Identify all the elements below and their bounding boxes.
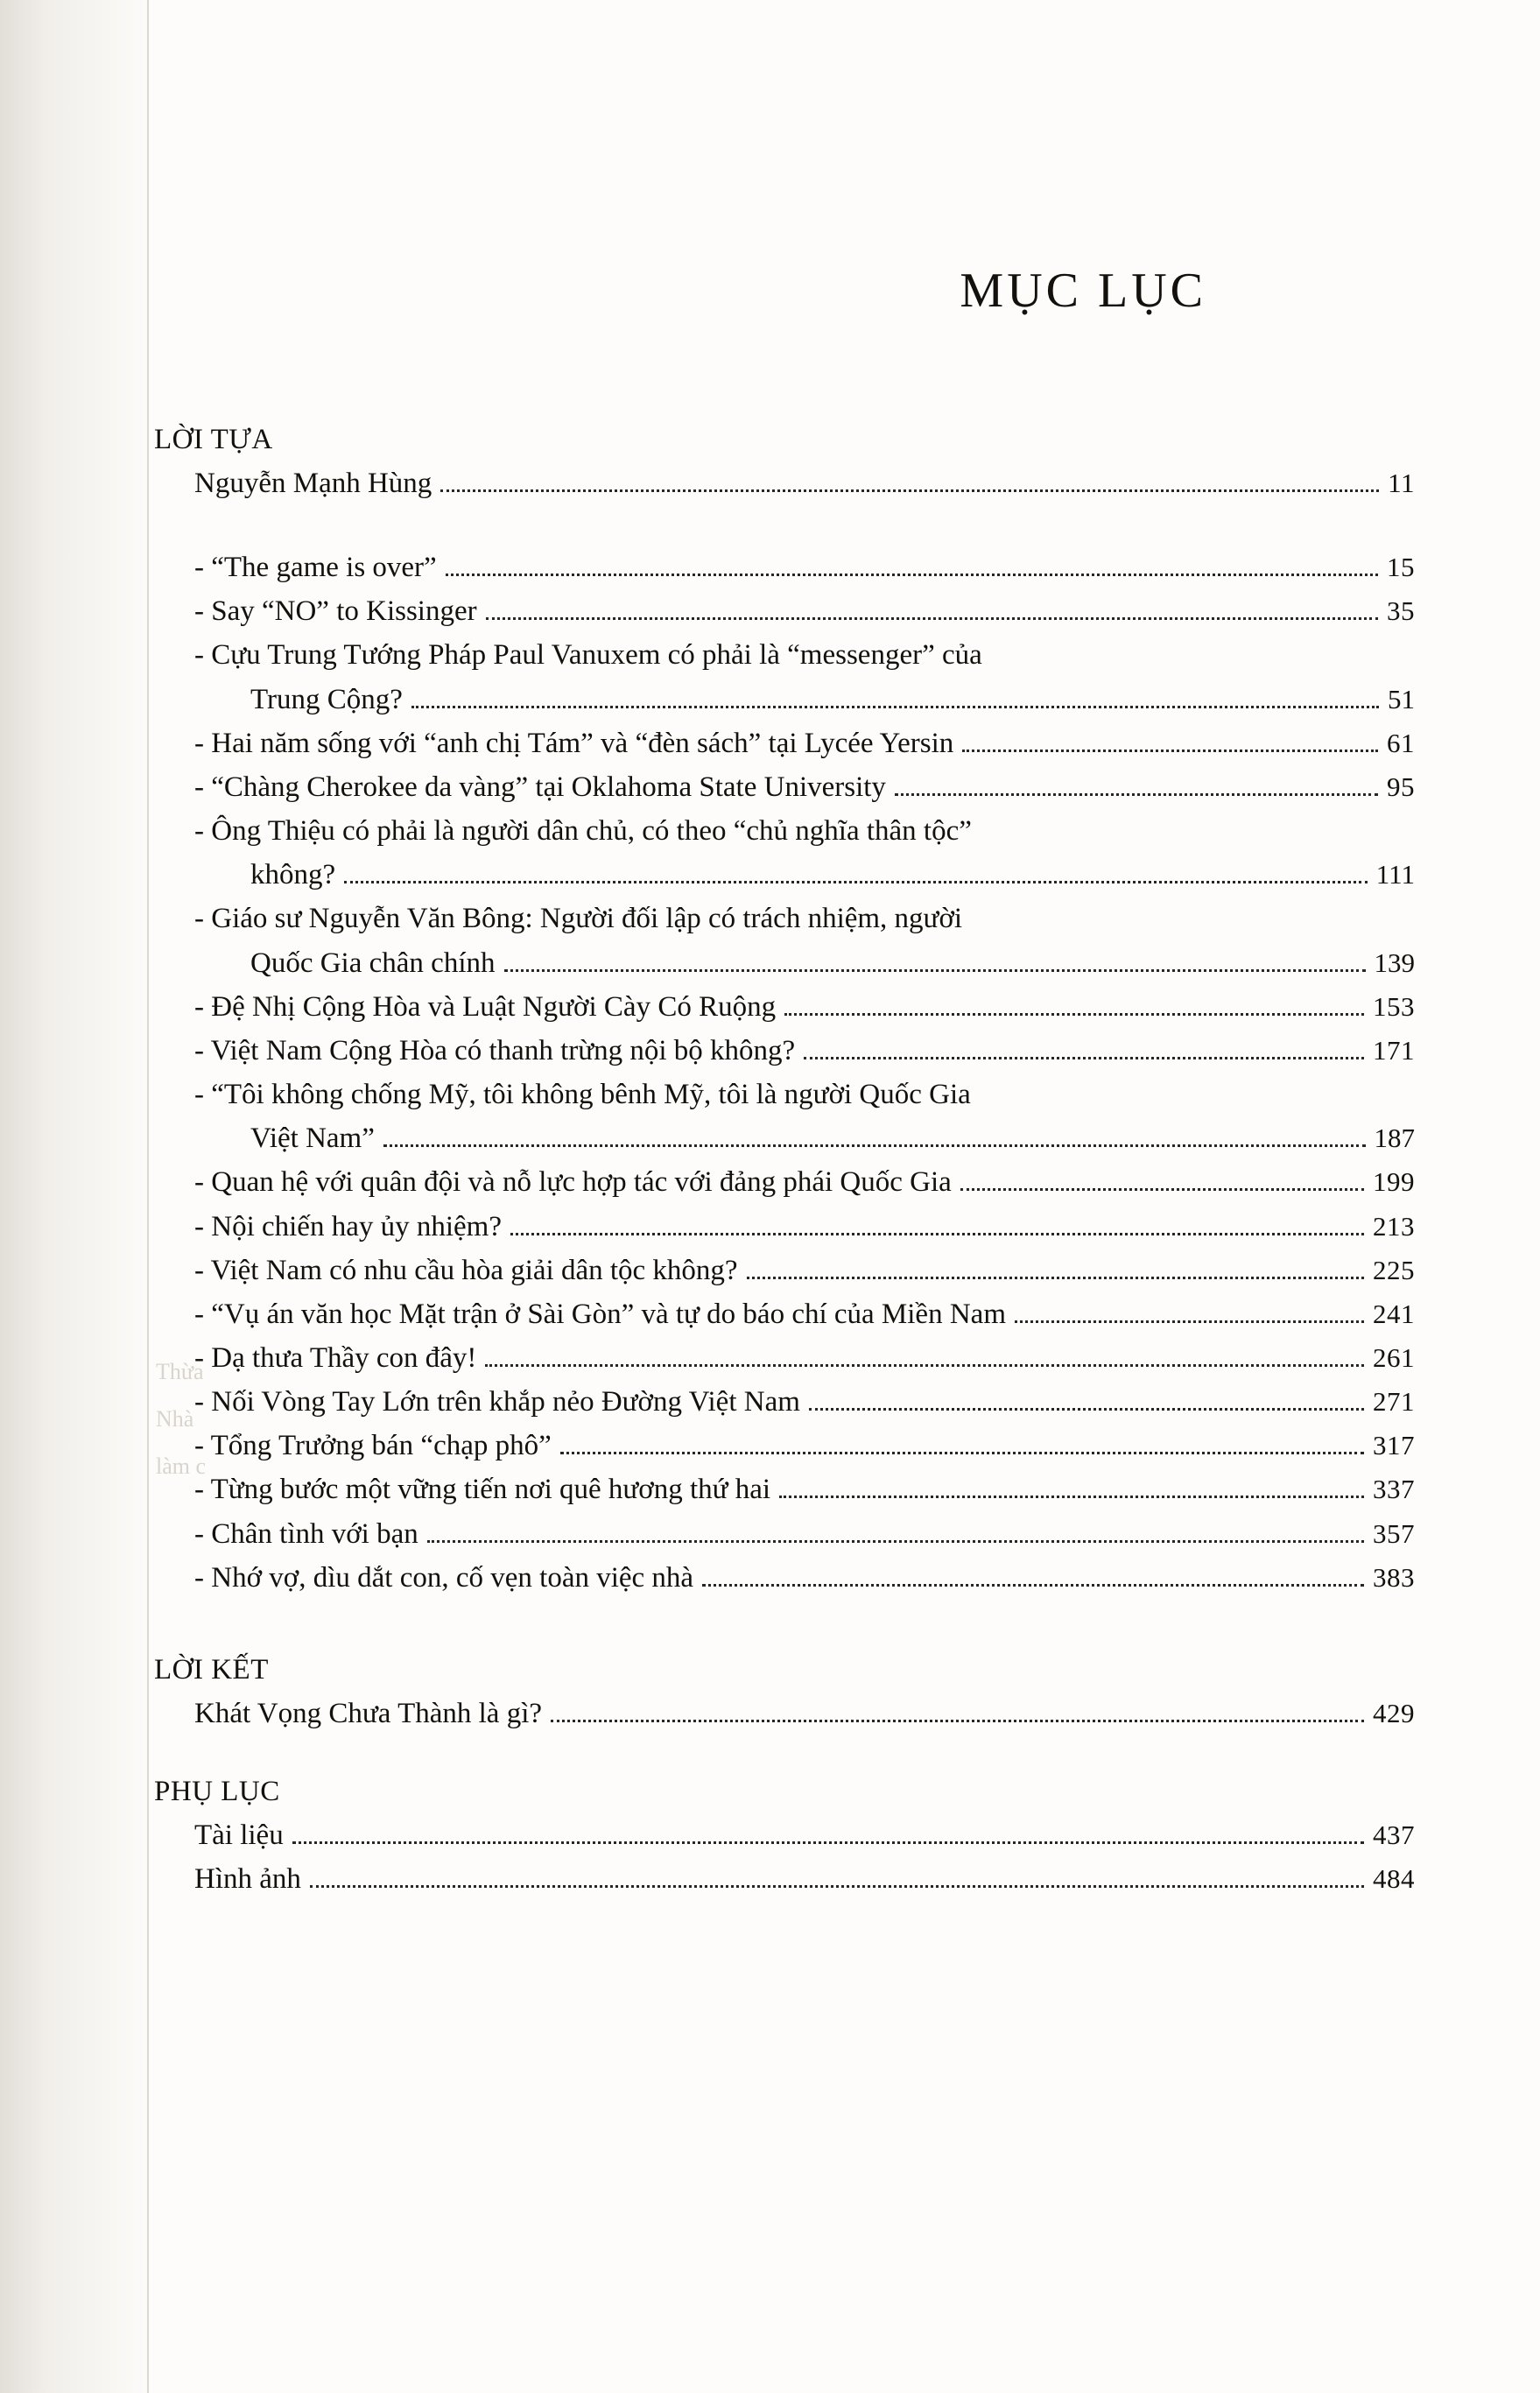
toc-entry[interactable] xyxy=(194,589,1415,633)
leader-dots xyxy=(486,616,1378,620)
toc-section-chapters xyxy=(154,545,1415,1600)
leader-dots xyxy=(485,1363,1364,1367)
toc-entry-label: - Nối Vòng Tay Lớn trên khắp nẻo Đường Việt Nam xyxy=(194,1386,800,1418)
toc-entry-label: - Quan hệ với quân đội và nỗ lực hợp tác với đảng phái Quốc Gia xyxy=(194,1166,952,1199)
leader-dots xyxy=(702,1583,1364,1587)
leader-dots xyxy=(560,1451,1364,1454)
leader-dots xyxy=(411,705,1379,708)
bleedthrough-line-2: Nhà xyxy=(156,1406,194,1432)
toc-entry[interactable] xyxy=(194,1512,1415,1556)
toc-entry-label: - “Tôi không chống Mỹ, tôi không bênh Mỹ, tôi là người Quốc Gia xyxy=(194,1079,971,1111)
toc-entry-label-cont: Việt Nam” xyxy=(250,1123,375,1155)
toc-entry[interactable] xyxy=(194,1556,1415,1600)
toc-entry-page: 11 xyxy=(1388,468,1415,498)
toc-section-loi-ket xyxy=(154,1654,1415,1735)
toc-entry[interactable] xyxy=(194,1029,1415,1073)
bleedthrough-line-3: làm c xyxy=(156,1453,207,1479)
toc-entry-page: 61 xyxy=(1387,727,1415,758)
toc-entry-label: Tài liệu xyxy=(194,1819,284,1852)
toc-entry-label: - Đệ Nhị Cộng Hòa và Luật Người Cày Có Ruộng xyxy=(194,990,777,1023)
toc-entry-page: 35 xyxy=(1387,595,1415,627)
toc-entry-label: - Tổng Trưởng bán “chạp phô” xyxy=(194,1430,552,1462)
toc-entry[interactable] xyxy=(194,545,1415,589)
toc-entry[interactable] xyxy=(194,1160,1415,1204)
section-heading: LỜI KẾT xyxy=(154,1653,269,1686)
toc-entry[interactable] xyxy=(194,1292,1415,1336)
leader-dots xyxy=(784,1012,1364,1016)
leader-dots xyxy=(960,1187,1364,1191)
toc-entry[interactable] xyxy=(194,1249,1415,1292)
toc-entry-page: 437 xyxy=(1373,1819,1415,1851)
toc-entry[interactable] xyxy=(194,633,1415,721)
section-heading: PHỤ LỤC xyxy=(154,1776,280,1808)
toc-entry[interactable] xyxy=(194,1205,1415,1249)
toc-entry[interactable] xyxy=(194,985,1415,1029)
toc-entry-label: - “The game is over” xyxy=(194,552,437,584)
toc-entry-page: 213 xyxy=(1373,1210,1415,1242)
table-of-contents xyxy=(154,263,1415,1901)
section-heading: LỜI TỰA xyxy=(154,424,273,455)
toc-entry-label: - Từng bước một vững tiến nơi quê hương thứ hai xyxy=(194,1474,771,1506)
toc-entry-page: 15 xyxy=(1387,552,1415,583)
toc-entry-page: 153 xyxy=(1373,990,1415,1022)
leader-dots xyxy=(383,1144,1366,1147)
toc-entry-label: - Hai năm sống với “anh chị Tám” và “đèn sách” tại Lycée Yersin xyxy=(194,727,954,759)
leader-dots xyxy=(1015,1320,1364,1323)
toc-entry-page: 171 xyxy=(1373,1034,1415,1066)
toc-entry-page: 111 xyxy=(1375,859,1415,890)
leader-dots xyxy=(895,792,1378,796)
toc-entry[interactable] xyxy=(194,765,1415,809)
leader-dots xyxy=(292,1840,1364,1844)
toc-entry-page: 199 xyxy=(1373,1166,1415,1198)
toc-entry-page: 357 xyxy=(1373,1517,1415,1549)
toc-section-loi-tua xyxy=(154,424,1415,505)
toc-entry-page: 241 xyxy=(1373,1298,1415,1329)
toc-entry-label: Hình ảnh xyxy=(194,1863,301,1896)
toc-entry[interactable] xyxy=(194,1467,1415,1511)
toc-entry-label: Nguyễn Mạnh Hùng xyxy=(194,468,432,499)
leader-dots xyxy=(510,1232,1364,1235)
toc-entry-label: - “Chàng Cherokee da vàng” tại Oklahoma State University xyxy=(194,771,886,803)
toc-entry-label: - “Vụ án văn học Mặt trận ở Sài Gòn” và tự do báo chí của Miền Nam xyxy=(194,1298,1006,1330)
toc-entry[interactable] xyxy=(194,1424,1415,1467)
toc-entry-page: 429 xyxy=(1373,1697,1415,1728)
toc-entry-label: - Giáo sư Nguyễn Văn Bông: Người đối lập có trách nhiệm, người xyxy=(194,903,963,935)
toc-entry-page: 51 xyxy=(1388,683,1415,714)
toc-entry[interactable] xyxy=(194,461,1415,505)
toc-entry[interactable] xyxy=(194,1692,1415,1735)
toc-entry[interactable] xyxy=(194,1073,1415,1160)
toc-entry-label-cont: Quốc Gia chân chính xyxy=(250,947,496,979)
toc-entry-label: - Cựu Trung Tướng Pháp Paul Vanuxem có phải là “messenger” của xyxy=(194,639,982,672)
leader-dots xyxy=(551,1719,1364,1722)
toc-entry-page: 95 xyxy=(1387,771,1415,802)
toc-entry-label-cont: không? xyxy=(250,859,336,891)
leader-dots xyxy=(344,880,1368,883)
toc-entry-label: - Chân tình với bạn xyxy=(194,1517,418,1550)
leader-dots xyxy=(440,489,1379,492)
page-title: MỤC LỤC xyxy=(960,264,1206,318)
toc-entry-label: - Ông Thiệu có phải là người dân chủ, có theo “chủ nghĩa thân tộc” xyxy=(194,815,972,848)
toc-entry-page: 139 xyxy=(1374,947,1415,978)
toc-entry-label: - Việt Nam Cộng Hòa có thanh trừng nội bộ không? xyxy=(194,1034,796,1066)
leader-dots xyxy=(446,573,1378,576)
toc-entry-page: 187 xyxy=(1374,1123,1415,1154)
toc-entry[interactable] xyxy=(194,809,1415,897)
page-gutter-shading xyxy=(0,0,153,2393)
toc-entry-page: 337 xyxy=(1373,1474,1415,1505)
toc-entry[interactable] xyxy=(194,721,1415,765)
toc-entry[interactable] xyxy=(194,1813,1415,1857)
toc-entry-label: - Dạ thưa Thầy con đây! xyxy=(194,1341,477,1374)
leader-dots xyxy=(310,1884,1364,1888)
toc-entry-label: - Nhớ vợ, dìu dắt con, cố vẹn toàn việc nhà xyxy=(194,1561,694,1594)
toc-entry-page: 271 xyxy=(1373,1386,1415,1418)
toc-section-phu-luc xyxy=(154,1776,1415,1901)
toc-entry-label: Khát Vọng Chưa Thành là gì? xyxy=(194,1697,543,1729)
toc-entry[interactable] xyxy=(194,1857,1415,1901)
toc-entry[interactable] xyxy=(194,1380,1415,1424)
page-gutter-line xyxy=(147,0,149,2393)
toc-entry-label: - Say “NO” to Kissinger xyxy=(194,595,477,628)
leader-dots xyxy=(809,1407,1364,1411)
toc-entry-page: 484 xyxy=(1373,1863,1415,1895)
leader-dots xyxy=(804,1056,1364,1059)
bleedthrough-line-1: Thừa xyxy=(156,1359,204,1384)
leader-dots xyxy=(779,1495,1364,1498)
toc-entry-label-cont: Trung Cộng? xyxy=(250,683,403,715)
leader-dots xyxy=(747,1276,1364,1279)
toc-entry-label: - Nội chiến hay ủy nhiệm? xyxy=(194,1210,502,1242)
toc-entry-page: 225 xyxy=(1373,1254,1415,1285)
toc-entry-page: 383 xyxy=(1373,1561,1415,1593)
leader-dots xyxy=(504,968,1366,972)
toc-entry-page: 317 xyxy=(1373,1430,1415,1461)
toc-entry[interactable] xyxy=(194,897,1415,984)
toc-entry-label: - Việt Nam có nhu cầu hòa giải dân tộc không? xyxy=(194,1254,738,1286)
leader-dots xyxy=(962,749,1378,752)
leader-dots xyxy=(427,1539,1364,1543)
toc-entry[interactable] xyxy=(194,1336,1415,1380)
toc-entry-page: 261 xyxy=(1373,1341,1415,1373)
